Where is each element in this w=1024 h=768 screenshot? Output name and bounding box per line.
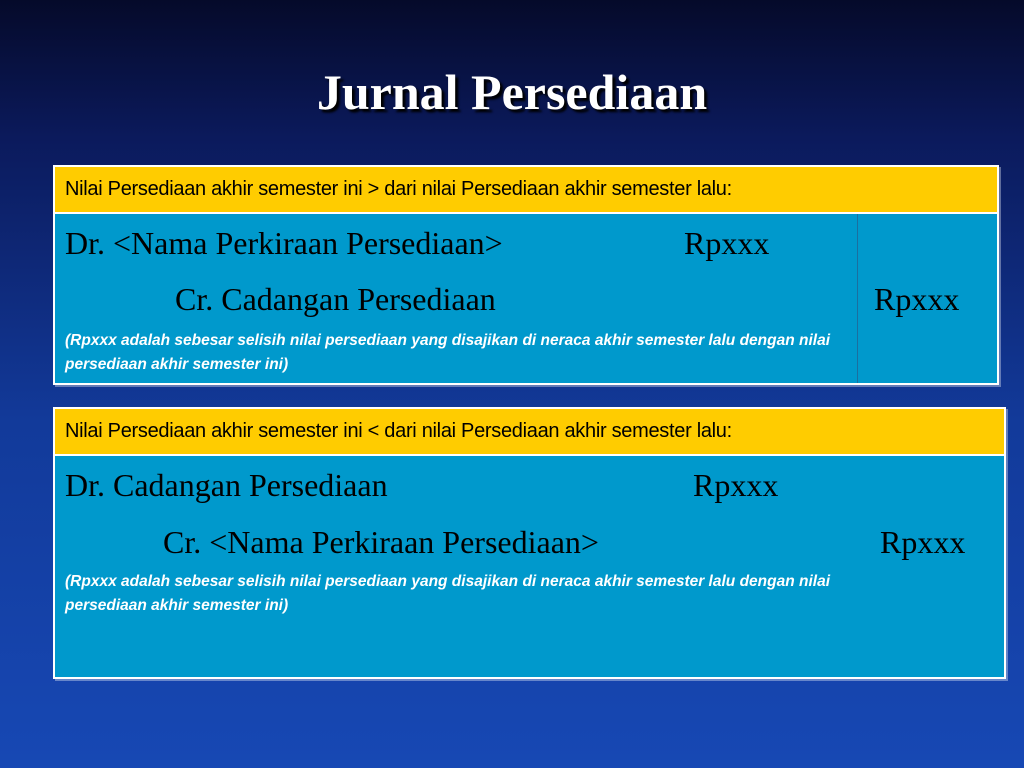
debit-amount: Rpxxx xyxy=(693,467,779,503)
credit-amount-column xyxy=(858,214,997,383)
condition-header: Nilai Persediaan akhir semester ini > dari nilai Persediaan akhir semester lalu: xyxy=(55,167,997,214)
journal-main-column xyxy=(55,214,858,383)
debit-line: Dr. <Nama Perkiraan Persediaan> xyxy=(65,225,503,261)
credit-line: Cr. <Nama Perkiraan Persediaan> xyxy=(163,524,599,560)
debit-amount: Rpxxx xyxy=(684,225,770,261)
journal-main-column xyxy=(55,456,1004,677)
credit-amount: Rpxxx xyxy=(880,524,966,560)
journal-body xyxy=(55,456,1004,677)
credit-line: Cr. Cadangan Persediaan xyxy=(175,281,496,317)
journal-note: (Rpxxx adalah sebesar selisih nilai persediaan yang disajikan di neraca akhir semester lalu dengan nilai persediaan akhir semester ini) xyxy=(65,573,830,614)
journal-body xyxy=(55,214,997,383)
journal-table-increase xyxy=(53,165,999,385)
condition-header: Nilai Persediaan akhir semester ini < dari nilai Persediaan akhir semester lalu: xyxy=(55,409,1004,456)
journal-note: (Rpxxx adalah sebesar selisih nilai persediaan yang disajikan di neraca akhir semester lalu dengan nilai persediaan akhir semester ini) xyxy=(65,332,830,373)
slide-title: Jurnal Persediaan xyxy=(316,64,708,120)
debit-line: Dr. Cadangan Persediaan xyxy=(65,467,388,503)
journal-table-decrease xyxy=(53,407,1006,679)
credit-amount: Rpxxx xyxy=(874,281,960,317)
